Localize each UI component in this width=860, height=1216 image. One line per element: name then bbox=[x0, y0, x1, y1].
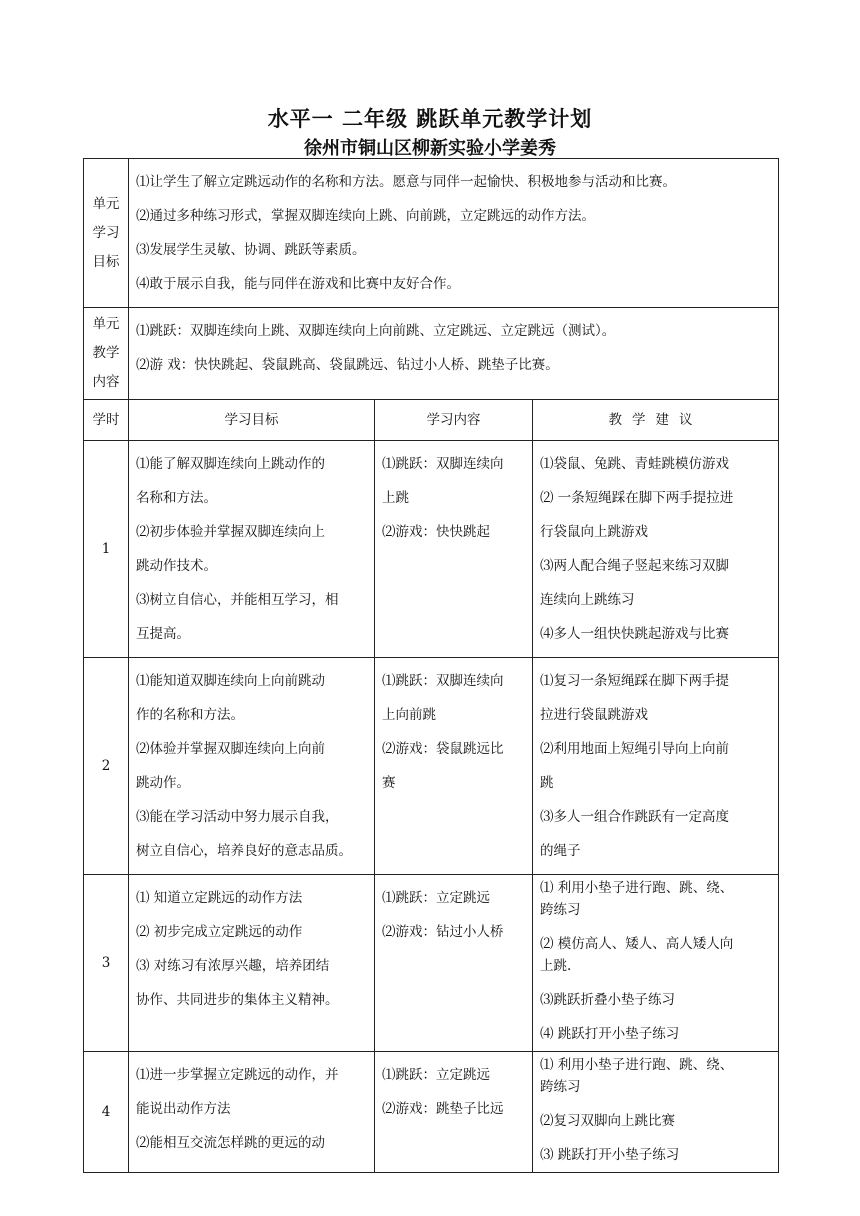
page-subtitle: 徐州市铜山区柳新实验小学姜秀 bbox=[304, 138, 556, 159]
header-content: 学习内容 bbox=[375, 400, 533, 441]
header-objectives: 学习目标 bbox=[129, 400, 375, 441]
lesson-objectives: ⑴能了解双脚连续向上跳动作的 名称和方法。 ⑵初步体验并掌握双脚连续向上 跳动作技术。 ⑶树立自信心，并能相互学习，相 互提高。 bbox=[129, 441, 375, 658]
header-suggestions: 教学建议 bbox=[533, 400, 779, 441]
lesson-objectives: ⑴能知道双脚连续向上向前跳动 作的名称和方法。 ⑵体验并掌握双脚连续向上向前 跳动作。 ⑶能在学习活动中努力展示自我， 树立自信心，培养良好的意志品质。 bbox=[129, 658, 375, 875]
unit-objectives-label: 单元 学习 目标 bbox=[84, 159, 129, 308]
lesson-suggestions: ⑴ 利用小垫子进行跑、跳、绕、 跨练习 ⑵复习双脚向上跳比赛 ⑶ 跳跃打开小垫子练习 bbox=[533, 1052, 779, 1173]
lesson-suggestions: ⑴ 利用小垫子进行跑、跳、绕、 跨练习 ⑵ 模仿高人、矮人、高人矮人向 上跳. ⑶跳跃折叠小垫子练习 ⑷ 跳跃打开小垫子练习 bbox=[533, 875, 779, 1052]
unit-content-list bbox=[129, 308, 779, 400]
lesson-objectives: ⑴进一步掌握立定跳远的动作，并 能说出动作方法 ⑵能相互交流怎样跳的更远的动 bbox=[129, 1052, 375, 1173]
lesson-period: 1 bbox=[84, 441, 129, 658]
lesson-content: ⑴跳跃：立定跳远 ⑵游戏：跳垫子比远 bbox=[375, 1052, 533, 1173]
table-row bbox=[84, 1052, 779, 1173]
unit-objectives-list bbox=[129, 159, 779, 308]
unit-content-row bbox=[84, 308, 779, 400]
list-item: ⑷敢于展示自我，能与同伴在游戏和比赛中友好合作。 bbox=[136, 276, 460, 292]
lesson-content: ⑴跳跃：双脚连续向 上跳 ⑵游戏：快快跳起 bbox=[375, 441, 533, 658]
lesson-content: ⑴跳跃：双脚连续向 上向前跳 ⑵游戏：袋鼠跳远比 赛 bbox=[375, 658, 533, 875]
list-item: ⑴跳跃：双脚连续向上跳、双脚连续向上向前跳、立定跳远、立定跳远（测试）。 bbox=[136, 323, 616, 339]
teaching-plan-table bbox=[83, 158, 779, 1173]
list-item: ⑵游 戏：快快跳起、袋鼠跳高、袋鼠跳远、钻过小人桥、跳垫子比赛。 bbox=[136, 357, 559, 373]
unit-objectives-row bbox=[84, 159, 779, 308]
lesson-period: 2 bbox=[84, 658, 129, 875]
page-title: 水平一 二年级 跳跃单元教学计划 bbox=[267, 107, 593, 131]
lesson-objectives: ⑴ 知道立定跳远的动作方法 ⑵ 初步完成立定跳远的动作 ⑶ 对练习有浓厚兴趣，培养团结 协作、共同进步的集体主义精神。 bbox=[129, 875, 375, 1052]
table-row bbox=[84, 441, 779, 658]
lesson-suggestions: ⑴复习一条短绳踩在脚下两手提 拉进行袋鼠跳游戏 ⑵利用地面上短绳引导向上向前 跳 ⑶多人一组合作跳跃有一定高度 的绳子 bbox=[533, 658, 779, 875]
list-item: ⑵通过多种练习形式，掌握双脚连续向上跳、向前跳，立定跳远的动作方法。 bbox=[136, 208, 595, 224]
list-item: ⑶发展学生灵敏、协调、跳跃等素质。 bbox=[136, 242, 366, 258]
unit-content-label: 单元 教学 内容 bbox=[84, 308, 129, 400]
lesson-period: 4 bbox=[84, 1052, 129, 1173]
list-item: ⑴让学生了解立定跳远动作的名称和方法。愿意与同伴一起愉快、积极地参与活动和比赛。 bbox=[136, 174, 676, 190]
table-row bbox=[84, 875, 779, 1052]
header-period: 学时 bbox=[84, 400, 129, 441]
lesson-suggestions: ⑴袋鼠、兔跳、青蛙跳模仿游戏 ⑵ 一条短绳踩在脚下两手提拉进 行袋鼠向上跳游戏 ⑶两人配合绳子竖起来练习双脚 连续向上跳练习 ⑷多人一组快快跳起游戏与比赛 bbox=[533, 441, 779, 658]
table-header-row bbox=[84, 400, 779, 441]
table-row bbox=[84, 658, 779, 875]
lesson-period: 3 bbox=[84, 875, 129, 1052]
lesson-content: ⑴跳跃：立定跳远 ⑵游戏：钻过小人桥 bbox=[375, 875, 533, 1052]
